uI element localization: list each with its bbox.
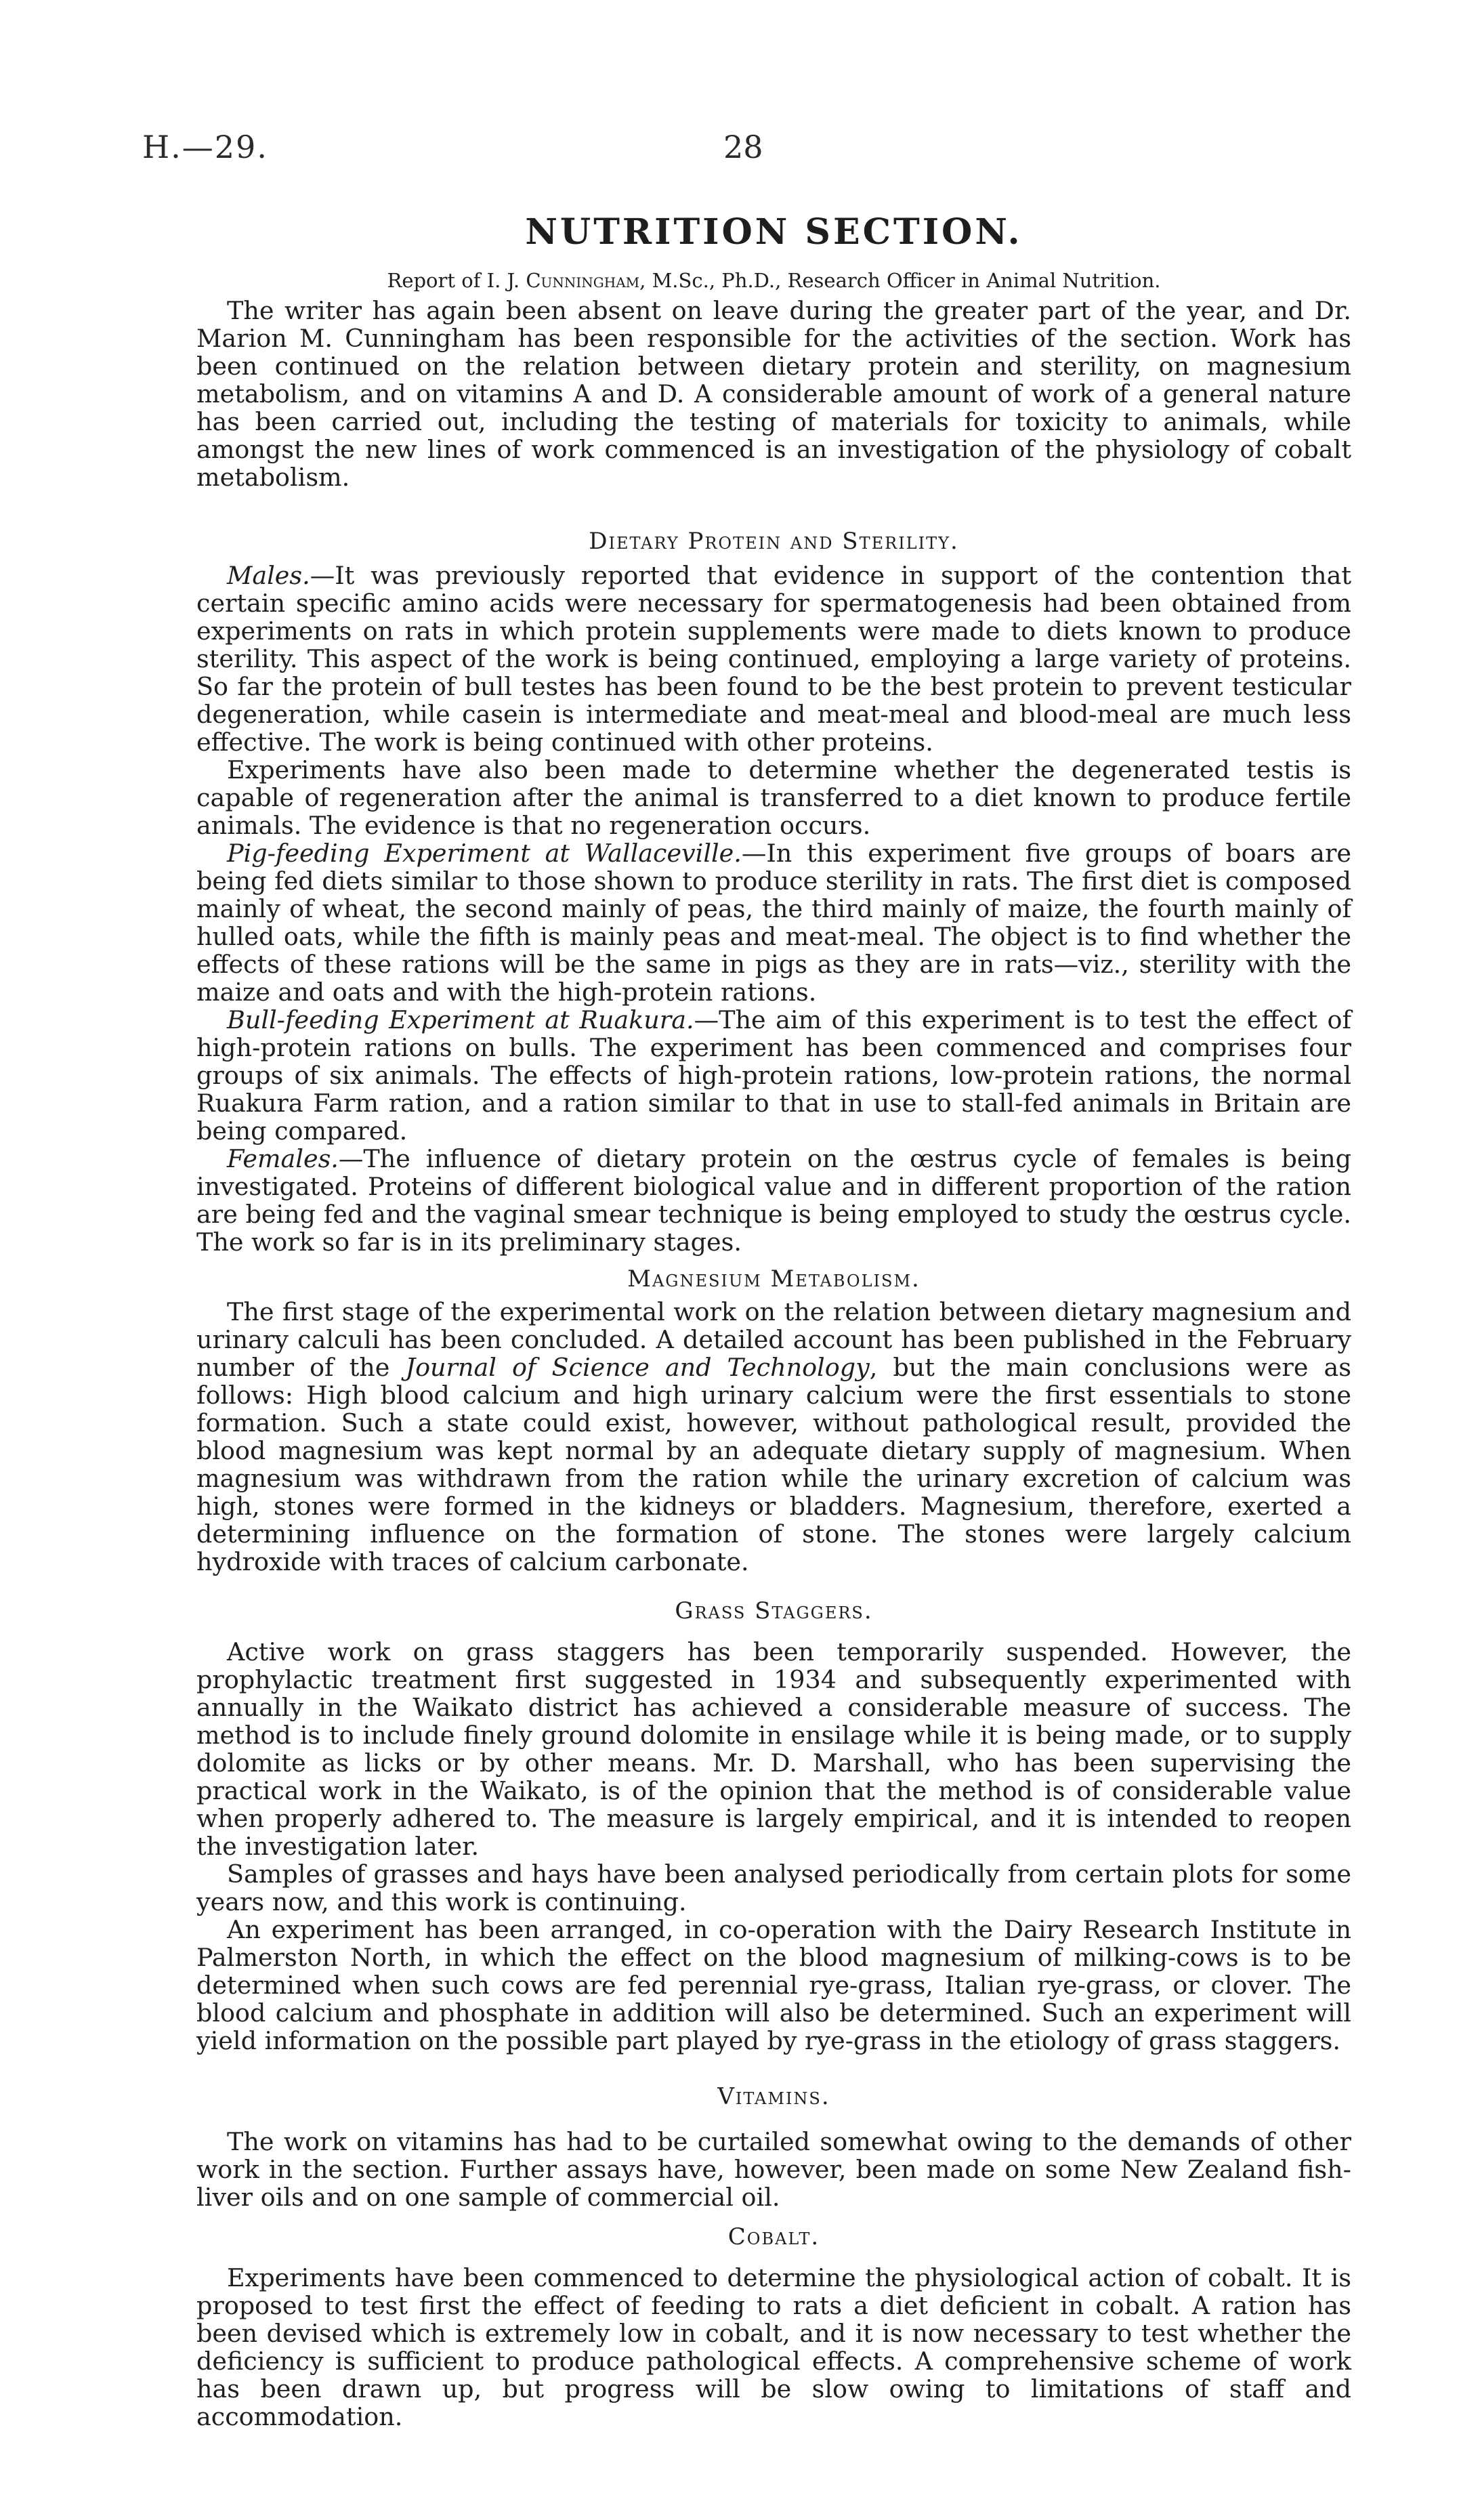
page-number: 28 — [723, 129, 763, 165]
heading-dietary-protein: Dietary Protein and Sterility. — [589, 528, 959, 555]
text-magnesium-a: The first stage of the experimental work on the relation between dietary magnesium and urinary calculi has been concluded. A detailed account has been published in the February number of the — [196, 1297, 1351, 1382]
paragraph-females — [196, 1145, 1351, 1256]
paragraph-magnesium — [196, 1298, 1351, 1576]
heading-magnesium: Magnesium Metabolism. — [627, 1265, 921, 1293]
lead-bull-feeding: Bull-feeding Experiment at Ruakura. — [227, 1005, 694, 1034]
paragraph-males — [196, 562, 1351, 756]
paragraph-grass-2: Samples of grasses and hays have been analysed periodically from certain plots for some years now, and this work is continuing. — [196, 1860, 1351, 1916]
text-bull-feeding: —The aim of this experiment is to test the effect of high-protein rations on bulls. The experiment has been commenced and comprises four groups of six animals. The effects of high-protein rations, low-protein rations, the normal Ruakura Farm ration, and a ration similar to that in use to stall-fed animals in Britain are being compared. — [196, 1005, 1351, 1146]
document-reference: H.—29. — [142, 129, 268, 165]
paragraph-cobalt: Experiments have been commenced to determine the physiological action of cobalt. It is proposed to test first the effect of feeding to rats a diet deficient in cobalt. A ration has been devised which is extremely low in cobalt, and it is now necessary to test whether the deficiency is sufficient to produce pathological effects. A comprehensive scheme of work has been drawn up, but progress will be slow owing to limitations of staff and accommodation. — [196, 2263, 1351, 2431]
paragraph-regeneration: Experiments have also been made to determine whether the degenerated testis is capable of regeneration after the animal is transferred to a diet known to produce fertile animals. The evidence is that no regeneration occurs. — [196, 755, 1351, 840]
section-title: NUTRITION SECTION. — [525, 211, 1023, 253]
byline-prefix: Report of — [387, 269, 481, 292]
text-females: —The influence of dietary protein on the œstrus cycle of females is being investigated. Proteins of different biological value and in different proportion of the ration are being fed and the vaginal smear technique is being employed to study the œstrus cycle. The work so far is in its preliminary stages. — [196, 1144, 1351, 1257]
lead-pig-feeding: Pig-feeding Experiment at Wallaceville. — [227, 839, 742, 868]
byline-suffix: , M.Sc., Ph.D., Research Officer in Animal Nutrition. — [639, 269, 1161, 292]
heading-grass-staggers: Grass Staggers. — [675, 1597, 873, 1624]
paragraph-pig-feeding — [196, 839, 1351, 1006]
text-males: —It was previously reported that evidence in support of the contention that certain specific amino acids were necessary for spermatogenesis had been obtained from experiments on rats in which protein supplements were made to diets known to produce sterility. This aspect of the work is being continued, employing a large variety of proteins. So far the protein of bull testes has been found to be the best protein to prevent testicular degeneration, while casein is intermediate and meat-meal and blood-meal are much less effective. The work is being continued with other proteins. — [196, 561, 1351, 757]
intro-paragraph: The writer has again been absent on leave during the greater part of the year, and Dr. Marion M. Cunningham has been responsible for the activities of the section. Work has been continued on the relation between dietary protein and sterility, on magnesium metabolism, and on vitamins A and D. A considerable amount of work of a general nature has been carried out, including the testing of materials for toxicity to animals, while amongst the new lines of work commenced is an investigation of the physiology of cobalt metabolism. — [196, 296, 1351, 492]
paragraph-grass-3: An experiment has been arranged, in co-operation with the Dairy Research Institute in Palmerston North, in which the effect on the blood magnesium of milking-cows is to be determined when such cows are fed perennial rye-grass, Italian rye-grass, or clover. The blood calcium and phosphate in addition will also be determined. Such an experiment will yield information on the possible part played by rye-grass in the etiology of grass staggers. — [196, 1915, 1351, 2055]
article-body — [196, 210, 1351, 2431]
text-magnesium-b: , but the main conclusions were as follows: High blood calcium and high urinary calcium were the first essentials to stone formation. Such a state could exist, however, without pathological result, provided the blood magnesium was kept normal by an adequate dietary supply of magnesium. When magnesium was withdrawn from the ration while the urinary excretion of calcium was high, stones were formed in the kidneys or bladders. Magnesium, therefore, exerted a determining influence on the formation of stone. The stones were largely calcium hydroxide with traces of calcium carbonate. — [196, 1353, 1351, 1576]
text-pig-feeding: —In this experiment five groups of boars are being fed diets similar to those shown to produce sterility in rats. The first diet is composed mainly of wheat, the second mainly of peas, the third mainly of maize, the fourth mainly of hulled oats, while the fifth is mainly peas and meat-meal. The object is to find whether the effects of these rations will be the same in pigs as they are in rats—viz., sterility with the maize and oats and with the high-protein rations. — [196, 839, 1351, 1007]
journal-title: Journal of Science and Technology — [405, 1353, 870, 1382]
lead-females: Females. — [227, 1144, 339, 1173]
heading-cobalt: Cobalt. — [727, 2223, 820, 2250]
heading-vitamins: Vitamins. — [717, 2083, 830, 2110]
paragraph-grass-1: Active work on grass staggers has been temporarily suspended. However, the prophylactic treatment first suggested in 1934 and subsequently experimented with annually in the Waikato district has achieved a considerable measure of success. The method is to include finely ground dolomite in ensilage while it is being made, or to supply dolomite as licks or by other means. Mr. D. Marshall, who has been supervising the practical work in the Waikato, is of the opinion that the method is of considerable value when properly adhered to. The measure is largely empirical, and it is intended to reopen the investigation later. — [196, 1637, 1351, 1861]
report-byline — [196, 267, 1351, 294]
lead-males: Males. — [227, 561, 310, 590]
paragraph-vitamins: The work on vitamins has had to be curtailed somewhat owing to the demands of other work in the section. Further assays have, however, been made on some New Zealand fish-liver oils and on one sample of commercial oil. — [196, 2127, 1351, 2212]
paragraph-bull-feeding — [196, 1006, 1351, 1145]
byline-author: I. J. Cunningham — [486, 269, 640, 292]
